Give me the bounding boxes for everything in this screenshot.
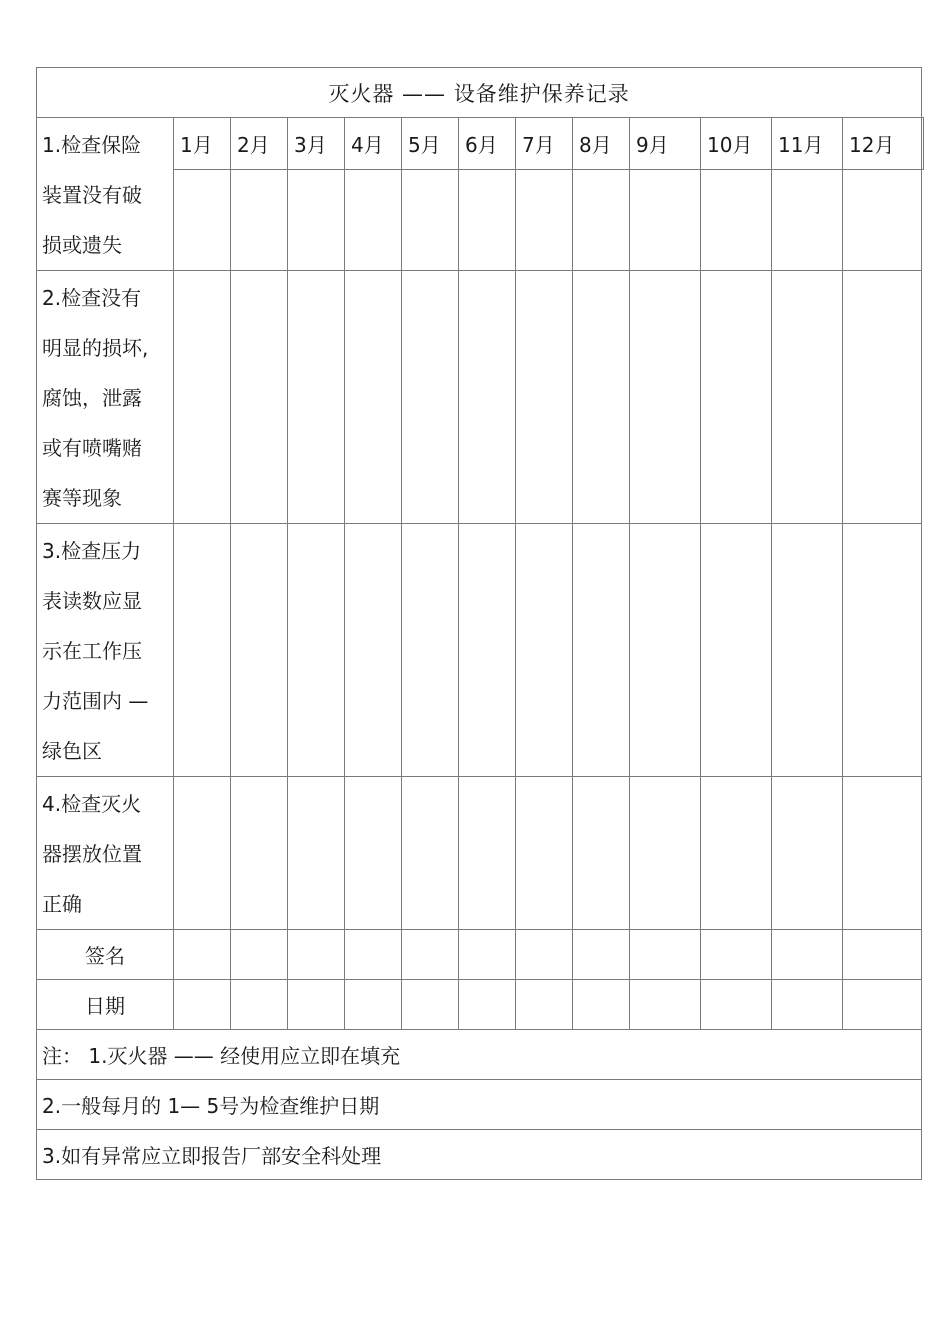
note-row — [37, 1130, 924, 1180]
header-row — [37, 118, 924, 170]
signature-row — [37, 930, 924, 980]
entry-cell[interactable] — [402, 777, 459, 930]
check-item-1 — [37, 118, 174, 271]
check-item-4 — [37, 777, 174, 930]
entry-cell[interactable] — [459, 524, 516, 777]
entry-cell[interactable] — [573, 170, 630, 271]
entry-cell[interactable] — [772, 271, 843, 524]
date-cell[interactable] — [459, 980, 516, 1030]
entry-cell[interactable] — [573, 777, 630, 930]
check-item-3 — [37, 524, 174, 777]
entry-cell[interactable] — [701, 170, 772, 271]
entry-cell[interactable] — [174, 271, 231, 524]
signature-cell[interactable] — [843, 930, 922, 980]
note-3: 3.如有异常应立即报告厂部安全科处理 — [37, 1130, 922, 1180]
note-1: 注： 1.灭火器 —— 经使用应立即在填充 — [37, 1030, 922, 1080]
check-item-3-line: 力范围内 — — [42, 689, 149, 713]
entry-cell[interactable] — [630, 524, 701, 777]
signature-cell[interactable] — [516, 930, 573, 980]
signature-cell[interactable] — [573, 930, 630, 980]
check-item-2-line: 腐蚀，泄露 — [42, 386, 142, 410]
entry-cell[interactable] — [231, 271, 288, 524]
maintenance-table — [36, 67, 924, 1180]
check-item-3-line: 示在工作压 — [42, 639, 142, 663]
date-cell[interactable] — [231, 980, 288, 1030]
entry-cell[interactable] — [459, 170, 516, 271]
entry-cell[interactable] — [630, 271, 701, 524]
item-3-row — [37, 524, 924, 777]
month-header: 5月 — [402, 118, 459, 170]
entry-cell[interactable] — [516, 777, 573, 930]
signature-cell[interactable] — [630, 930, 701, 980]
check-item-1-line: 1.检查保险 — [42, 133, 142, 157]
check-item-4-line: 正确 — [42, 892, 82, 916]
entry-cell[interactable] — [231, 524, 288, 777]
entry-cell[interactable] — [402, 170, 459, 271]
entry-cell[interactable] — [516, 524, 573, 777]
check-item-3-line: 绿色区 — [42, 739, 102, 763]
signature-cell[interactable] — [459, 930, 516, 980]
month-header: 9月 — [630, 118, 701, 170]
entry-cell[interactable] — [288, 170, 345, 271]
entry-cell[interactable] — [701, 271, 772, 524]
date-cell[interactable] — [402, 980, 459, 1030]
entry-cell[interactable] — [459, 777, 516, 930]
entry-cell[interactable] — [345, 777, 402, 930]
check-item-1-line: 装置没有破 — [42, 183, 142, 207]
entry-cell[interactable] — [843, 170, 922, 271]
check-item-1-line: 损或遗失 — [42, 233, 122, 257]
entry-cell[interactable] — [231, 777, 288, 930]
title-row — [37, 68, 924, 118]
entry-cell[interactable] — [231, 170, 288, 271]
entry-cell[interactable] — [843, 271, 922, 524]
maintenance-record-sheet — [36, 67, 924, 1180]
date-cell[interactable] — [772, 980, 843, 1030]
date-cell[interactable] — [843, 980, 922, 1030]
entry-cell[interactable] — [701, 524, 772, 777]
entry-cell[interactable] — [772, 777, 843, 930]
entry-cell[interactable] — [772, 170, 843, 271]
month-header: 7月 — [516, 118, 573, 170]
entry-cell[interactable] — [174, 524, 231, 777]
entry-cell[interactable] — [345, 524, 402, 777]
date-cell[interactable] — [573, 980, 630, 1030]
month-header: 1月 — [174, 118, 231, 170]
entry-cell[interactable] — [843, 524, 922, 777]
entry-cell[interactable] — [843, 777, 922, 930]
item-4-row — [37, 777, 924, 930]
entry-cell[interactable] — [630, 170, 701, 271]
date-cell[interactable] — [516, 980, 573, 1030]
empty-header-cell — [922, 118, 924, 170]
check-item-2-line: 赛等现象 — [42, 486, 122, 510]
date-cell[interactable] — [630, 980, 701, 1030]
date-cell[interactable] — [288, 980, 345, 1030]
signature-cell[interactable] — [231, 930, 288, 980]
month-header: 4月 — [345, 118, 402, 170]
signature-label: 签名 — [37, 930, 174, 980]
check-item-3-line: 3.检查压力 — [42, 539, 142, 563]
entry-cell[interactable] — [516, 271, 573, 524]
note-row — [37, 1080, 924, 1130]
signature-cell[interactable] — [402, 930, 459, 980]
month-header: 6月 — [459, 118, 516, 170]
check-item-4-line: 4.检查灭火 — [42, 792, 142, 816]
entry-cell[interactable] — [573, 271, 630, 524]
month-header: 8月 — [573, 118, 630, 170]
check-item-2 — [37, 271, 174, 524]
entry-cell[interactable] — [288, 524, 345, 777]
entry-cell[interactable] — [701, 777, 772, 930]
entry-cell[interactable] — [174, 777, 231, 930]
note-row — [37, 1030, 924, 1080]
month-header: 3月 — [288, 118, 345, 170]
signature-cell[interactable] — [174, 930, 231, 980]
item-2-row — [37, 271, 924, 524]
page-title: 灭火器 —— 设备维护保养记录 — [37, 68, 922, 118]
date-row — [37, 980, 924, 1030]
note-2: 2.一般每月的 1— 5号为检查维护日期 — [37, 1080, 922, 1130]
check-item-2-line: 2.检查没有 — [42, 286, 142, 310]
entry-cell[interactable] — [345, 271, 402, 524]
date-cell[interactable] — [701, 980, 772, 1030]
signature-cell[interactable] — [701, 930, 772, 980]
check-item-4-line: 器摆放位置 — [42, 842, 142, 866]
entry-cell[interactable] — [772, 524, 843, 777]
entry-cell[interactable] — [402, 524, 459, 777]
entry-cell[interactable] — [459, 271, 516, 524]
date-cell[interactable] — [174, 980, 231, 1030]
month-header: 12月 — [843, 118, 922, 170]
date-cell[interactable] — [345, 980, 402, 1030]
date-label: 日期 — [37, 980, 174, 1030]
entry-cell[interactable] — [402, 271, 459, 524]
check-item-2-line: 或有喷嘴赌 — [42, 436, 142, 460]
entry-cell[interactable] — [630, 777, 701, 930]
signature-cell[interactable] — [772, 930, 843, 980]
month-header: 11月 — [772, 118, 843, 170]
entry-cell[interactable] — [345, 170, 402, 271]
entry-cell[interactable] — [174, 170, 231, 271]
entry-cell[interactable] — [573, 524, 630, 777]
entry-cell[interactable] — [288, 271, 345, 524]
signature-cell[interactable] — [345, 930, 402, 980]
check-item-2-line: 明显的损坏, — [42, 336, 149, 360]
month-header: 2月 — [231, 118, 288, 170]
check-item-3-line: 表读数应显 — [42, 589, 142, 613]
entry-cell[interactable] — [516, 170, 573, 271]
signature-cell[interactable] — [288, 930, 345, 980]
entry-cell[interactable] — [288, 777, 345, 930]
month-header: 10月 — [701, 118, 772, 170]
